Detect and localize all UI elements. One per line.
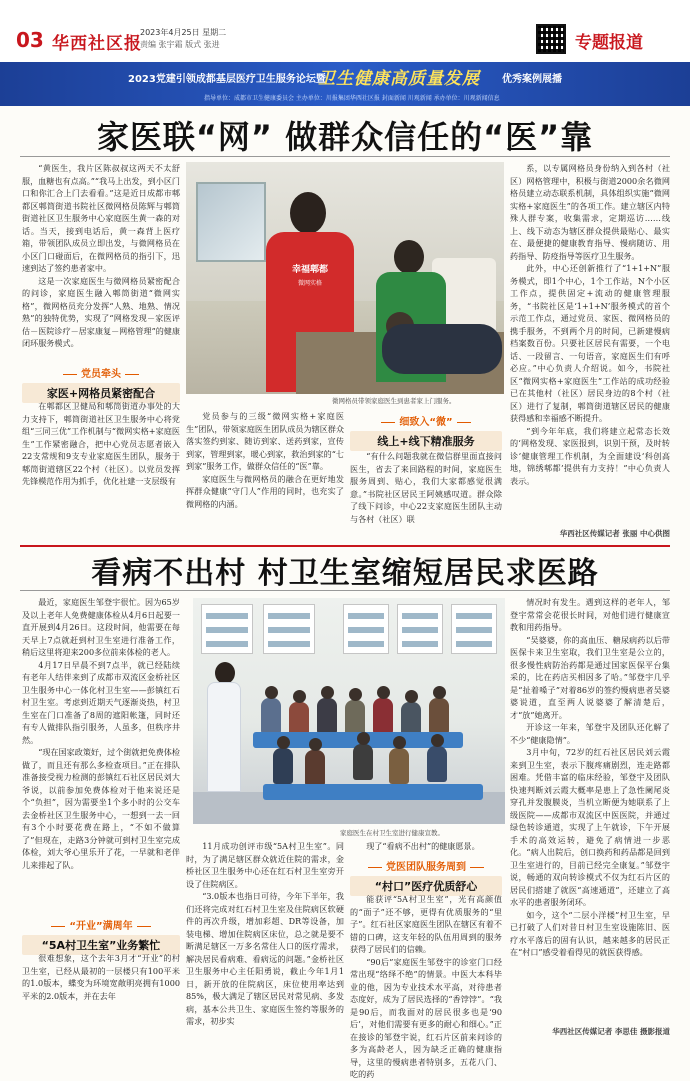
banner-main-title: 卫生健康高质量发展 bbox=[318, 69, 480, 89]
article2-column-2 bbox=[186, 840, 344, 1040]
banner-pre-text: 2023党建引领成都基层医疗卫生服务论坛暨 bbox=[128, 74, 326, 85]
article1-column-1b bbox=[22, 400, 180, 540]
article1-headline: 家医联“网” 做群众信任的“医”靠 bbox=[96, 118, 594, 156]
event-banner bbox=[0, 62, 690, 106]
article1-column-3 bbox=[350, 450, 502, 542]
article2-headline: 看病不出村 村卫生室缩短居民求医路 bbox=[91, 556, 599, 591]
qr-code-icon bbox=[536, 24, 566, 54]
paper-name: 华西社区报 bbox=[52, 34, 142, 54]
paragraph: 现了“看病不出村”的健康愿景。 bbox=[366, 841, 480, 851]
paragraph: 此外，中心还创新推行了“1+1+N”服务模式，即1个中心，1个工作站，N个小区工作点，提供固定+流动的健康管理服务，“书院社区是‘1+1+N’服务模式的首个示范工作点，通过党员、家医、微网格员的携手服务，不到两个月的时间，已新建慢病档案数百份。只要社区居民有需要，一个电话、一段留言、一句语音，家庭医生们有呼必应。”中心负责人介绍说。如今，书院社区“微网实格+家庭医生”工作站的成功经验已在其他村（社区）居民身边的8个村（社区）进行了复制，郫筒街道辖区居民的健康获得感和幸福感不断提升。 bbox=[510, 263, 670, 423]
subhead-title: “5A村卫生室”业务繁忙 bbox=[22, 935, 180, 955]
paragraph: “到今年年底，我们将建立起常态长效的‘网格发现、家医报到，识别干预，及时转诊’健康管理工作机制，为全面建设‘科创高地，锦绣郫都’提供有力支持！”中心负责人表示。 bbox=[510, 425, 670, 486]
subhead-kicker: 细致入“微” bbox=[371, 412, 480, 429]
subhead-kicker: 党医团队服务周到 bbox=[358, 857, 494, 874]
paragraph: 最近，家庭医生邹登宇很忙。因为65岁及以上老年人免费健康体检从4月6日起要一直开展到4月26日。这段时间，他需要在每天早上7点就赶到村卫生室进行准备工作，稍后这里将迎来200多位前来体检的老人。 bbox=[22, 597, 180, 657]
paragraph: 系，以专属网格员身份纳入到各村（社区）网格管理中，积极与街道2000余名微网格员建立动态联系机制，具体组织实施“微网实格+家庭医生”的各项工作。建立辖区内特殊人群专案，收集需求，定期巡访……线上、线下动态为辖区群众提供最贴心、最实在、最便捷的健康教育指导、慢病随访、用药指导、防疫指导等医疗卫生服务。 bbox=[510, 163, 670, 261]
subhead-title: “村口”医疗优质舒心 bbox=[350, 876, 502, 896]
article1-column-1 bbox=[22, 162, 180, 362]
subhead-title: 线上+线下精准服务 bbox=[350, 431, 502, 451]
byline: 华西社区传媒记者 李思佳 摄影报道 bbox=[552, 1027, 670, 1036]
article2-column-1 bbox=[22, 596, 180, 914]
paragraph: 3月中旬，72岁的红石社区居民刘云霞来到卫生室，表示下腹疼痛剧烈，连走路都困难。凭借丰富的临床经验，邹登宇及团队快速判断刘云霞大概率是患上了急性阑尾炎穿孔并发腹膜炎，当机立断便为她联系了上级医院——成都市双流区中医医院，并通过绿色转诊通道，实现了上午就诊，下午开展手术的高效运转，避免了病情进一步恶化。“病人出院后，创口换药和药品都是回到卫生室进行的，目前已经完全康复。”邹登宇说，畅通的双向转诊模式不仅为红石片区的居民们搭建了就医“高速通道”，还建立了高水平的患者服务闭环。 bbox=[510, 747, 670, 907]
byline: 华西社区传媒记者 张丽 中心供图 bbox=[559, 529, 670, 538]
paragraph: 这是一次家庭医生与微网格员紧密配合的问诊，家庭医生融入郫筒街道“微网实格”，微网格员充分发挥“人熟、地熟、情况熟”的独特优势，实现了“网格发现－家医评估－医院诊疗－居家康复－网格管理”的健康闭环服务模式。 bbox=[22, 275, 180, 348]
section-title: 专题报道 bbox=[575, 33, 643, 53]
banner-post-text: 优秀案例展播 bbox=[502, 74, 562, 85]
headline-divider bbox=[20, 590, 670, 591]
article1-subhead-1 bbox=[22, 362, 180, 403]
paragraph: 如今，这个“二层小洋楼”村卫生室，早已打破了人们对昔日村卫生室设施陈旧、医疗水平落后的固有认识，越来越多的居民正在“村口”感受着看得见的就医获得感。 bbox=[510, 909, 670, 957]
paragraph: 能获评“5A村卫生室”，光有高颜值的“面子”还不够，更得有优质服务的“里子”。红石社区家庭医生团队在辖区有着不错的口碑，这支年轻的队伍用周到的服务获得了居民们的信赖。 bbox=[350, 894, 502, 954]
paragraph: “90后”家庭医生邹登宇的诊室门口经常出现“络绎不绝”的情景。中医大本科毕业的他，因为专业技术水平高，对待患者态度好，成为了居民选择的“香饽饽”。“我是90后，而我面对的居民很多也是‘90后’，对他们需要有更多的耐心和细心。”正在接诊的邹登宇说，红石片区前来问诊的多为高龄老人，因为缺乏正确的健康指导，这里的慢病患者特别多，五花八门、吃的药 bbox=[350, 956, 502, 1079]
paragraph: “现在国家政策好，过个街就把免费体检做了，而且还有那么多检查项目。”正在排队准备接受视力检测的彭镇红石社区居民刘大爷说，以前参加免费体检对于他来说还是个“负担”，因为需要坐1个多小时的公交车去金桥社区卫生服务中心，一想到一去一回有3个小时要花费在路上，“不如不做算了”但现在，走路3分钟就可到村卫生室完成体检，刘大爷心里乐开了花，一早就和老伴儿来排起了队。 bbox=[22, 747, 180, 870]
article1-column-2 bbox=[186, 410, 344, 540]
article2-photo-caption: 家庭医生在村卫生室进行健康宣教。 bbox=[340, 829, 444, 837]
editor-line: 责编 张宇霜 版式 张进 bbox=[140, 40, 220, 49]
paragraph: 11月成功创评市级“5A村卫生室”。同时，为了满足辖区群众就近住院的需求，金桥社区卫生服务中心还在红石村卫生室旁开设了住院病区。 bbox=[186, 841, 344, 889]
article2-subhead-2 bbox=[350, 855, 502, 896]
paragraph: “有什么问题我就在微信群里面直接问医生，省去了来回路程的时间，家庭医生服务周到、贴心，我们大家都感觉很满意。”书院社区居民王阿姨感叹道。群众除了线下问诊，中心22支家庭医生团队主动与各村（社区）联 bbox=[350, 451, 502, 524]
subhead-kicker: 党员牵头 bbox=[53, 364, 149, 381]
subhead-kicker: “开业”满周年 bbox=[41, 916, 160, 933]
article2-subhead-1 bbox=[22, 914, 180, 955]
paragraph: 党员参与的三级“微网实格+家庭医生”团队，带领家庭医生团队成员为辖区群众落实签约到家、随访到家、送药到家，宣传到家，管理到家，暖心到家，救治到家的“七到家”服务工作，做群众信任的“医”靠。 bbox=[186, 411, 344, 471]
paragraph: “吴婆婆，你的高血压、糖尿病药以后带医保卡来卫生室取，我们卫生室是公立的，很多慢性病防治药都是通过国家医保平台集采的，比在药店买相因多了哈。”邹登宇几乎是“扯着嗓子”对着86岁的签约慢病患者吴婆婆说道，直至两人说婆婆了解清楚后，才“放”她离开。 bbox=[510, 634, 670, 720]
article2-photo bbox=[193, 598, 505, 824]
article2-column-3 bbox=[350, 893, 502, 1079]
masthead bbox=[0, 0, 690, 62]
paragraph: 情况时有发生。遇到这样的老年人，邹登宇常常会花很长时间，对他们进行健康宣教和用药指导。 bbox=[510, 597, 670, 632]
article2-column-3a bbox=[350, 840, 502, 854]
paragraph: 开诊这一年来，邹登宇及团队还化解了不少“健康隐情”。 bbox=[510, 722, 670, 745]
paragraph: 家庭医生与微网格员的融合在更好地发挥群众健康“守门人”作用的同时，也充实了微网格的内涵。 bbox=[186, 473, 344, 509]
article1-subhead-2 bbox=[350, 410, 502, 451]
article1-column-4 bbox=[510, 162, 670, 528]
article2-column-1b bbox=[22, 952, 180, 1042]
article-divider bbox=[20, 545, 670, 547]
article2-byline bbox=[510, 1026, 670, 1040]
banner-organizers: 指导单位：成都市卫生健康委员会 主办单位：川报集团华西社区报 封面新闻 川观新闻 承办单位：川观新闻信息 bbox=[204, 95, 500, 102]
article1-photo-caption: 微网格员带领家庭医生到患者家上门服务。 bbox=[332, 397, 456, 405]
paragraph: 很难想象，这个去年3月才“开业”的村卫生室，已经从最初的一层楼只有100平米的1.0版本，蝶变为环境宽敞明亮拥有1000平米的2.0版本，并在去年 bbox=[22, 953, 180, 1001]
paragraph: “3.0版本也指日可待，今年下半年，我们还将完成对红石村卫生室及住院病区软硬件的再次升级，增加彩超、DR等设备，加装电梯、增加住院病区床位，总之就是要不断满足辖区一万多名常住人口的医疗需求，解决居民看病难、看病远的问题。”金桥社区卫生服务中心主任阳勇说，截止今年1月1日，新开放的住院病区，床位使用率达到85%，极大满足了辖区居民对常见病、多发病，基本公共卫生、家庭医生签约等服务的需求，初步实 bbox=[186, 891, 344, 1026]
paragraph: “黄医生，我片区陈叔叔这两天不太舒服，血糖也有点高。”“我马上出发，到小区门口和你汇合上门去看看。”这是近日成都市郫都区郫筒街道书院社区微网格员陈辉与郫筒街道社区卫生服务中心家庭医生黄一森的对话。当天，接到电话后，黄一森背上医疗箱，带领团队成员立即出发，与微网格员在小区门口碰面后，在微网格员的指引下，迅速到达了签约患者家中。 bbox=[22, 163, 181, 273]
article1-photo: 幸福郫都 微网实格 bbox=[186, 162, 504, 394]
date-line: 2023年4月25日 星期二 bbox=[140, 28, 227, 37]
subhead-title: 家医+网格员紧密配合 bbox=[22, 383, 180, 403]
paragraph: 4月17日早晨不到7点半，就已经陆续有老年人结伴来到了成都市双流区金桥社区卫生服务中心一体化村卫生室——彭镇红石村卫生室。考虑到近期天气逐渐炎热，村卫生室在门口准备了8周的遮阳帐篷，同时还有专人做排队指引服务，人虽多，但秩序井然。 bbox=[22, 659, 180, 745]
headline-divider bbox=[20, 156, 670, 157]
paragraph: 在郫都区卫健局和郫筒街道办事处的大力支持下，郫筒街道社区卫生服务中心将党组“三同三优”工作机制与“微网实格+家庭医生”工作紧密融合，把中心党员志愿者嵌入22支常规和9支专业家庭医生团队，服务于郫筒街道辖区22个村（社区）。以党员发挥先锋模范作用为抓手，优化社建一支层级有 bbox=[22, 401, 180, 486]
article1-byline bbox=[510, 528, 670, 542]
page-number: 03 bbox=[16, 28, 44, 52]
article2-column-4 bbox=[510, 596, 670, 1022]
